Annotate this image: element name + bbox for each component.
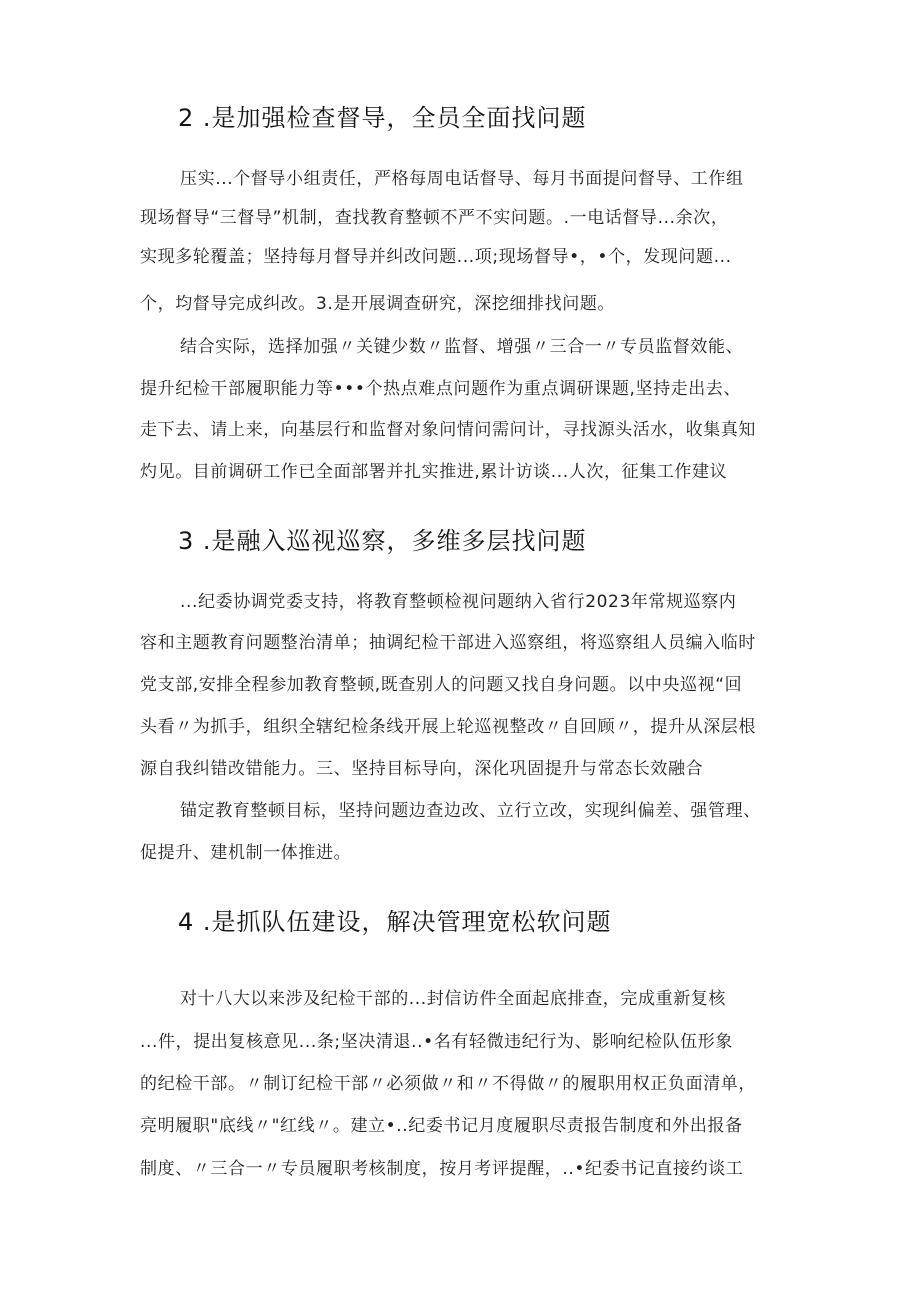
section-heading-3: 3 .是融入巡视巡察，多维多层找问题 [178, 527, 587, 555]
paragraph-line: 促提升、建机制一体推进。 [140, 843, 352, 863]
paragraph-line: 现场督导“三督导”机制，查找教育整顿不严不实问题。.一电话督导...余次， [140, 208, 729, 228]
section-heading-4: 4 .是抓队伍建设，解决管理宽松软问题 [178, 908, 612, 936]
paragraph-line: 结合实际，选择加强〃关键少数〃监督、增强〃三合一〃专员监督效能、 [180, 337, 744, 357]
paragraph-line: 源自我纠错改错能力。三、坚持目标导向，深化巩固提升与常态长效融合 [140, 759, 704, 779]
paragraph-line: 党支部,安排全程参加教育整顿,既查别人的问题又找自身问题。以中央巡视“回 [140, 675, 743, 695]
paragraph-line: 锚定教育整顿目标，坚持问题边查边改、立行立改，实现纠偏差、强管理、 [180, 801, 761, 821]
paragraph-line: ...件，提出复核意见...条;坚决清退..•名有轻微违纪行为、影响纪检队伍形象 [140, 1032, 733, 1052]
paragraph-line: 个，均督导完成纠改。3.是开展调查研究，深挖细排找问题。 [140, 294, 616, 314]
paragraph-line: 压实...个督导小组责任，严格每周电话督导、每月书面提问督导、工作组 [180, 169, 744, 189]
paragraph-line: 容和主题教育问题整治清单；抽调纪检干部进入巡察组，将巡察组人员编入临时 [140, 633, 756, 653]
paragraph-line: 亮明履职"底线〃"红线〃。建立•..纪委书记月度履职尽责报告制度和外出报备 [140, 1116, 743, 1136]
paragraph-line: 提升纪检干部履职能力等•••个热点难点问题作为重点调研课题,坚持走出去、 [140, 379, 742, 399]
paragraph-line: 灼见。目前调研工作已全面部署并扎实推进,累计访谈...人次，征集工作建议 [140, 462, 728, 482]
paragraph-line: 的纪检干部。〃制订纪检干部〃必须做〃和〃不得做〃的履职用权正负面清单， [140, 1074, 756, 1094]
paragraph-line: 实现多轮覆盖；坚持每月督导并纠改问题...项;现场督导•，•个，发现问题... [140, 247, 732, 267]
paragraph-line: 对十八大以来涉及纪检干部的...封信访件全面起底排查，完成重新复核 [180, 989, 727, 1009]
paragraph-line: 制度、〃三合一〃专员履职考核制度，按月考评提醒，..•纪委书记直接约谈工 [140, 1159, 744, 1179]
paragraph-line: 头看〃为抓手，组织全辖纪检条线开展上轮巡视整改〃自回顾〃，提升从深层根 [140, 717, 756, 737]
section-heading-2: 2 .是加强检查督导，全员全面找问题 [178, 104, 587, 132]
paragraph-line: 走下去、请上来，向基层行和监督对象问情问需问计，寻找源头活水，收集真知 [140, 420, 756, 440]
paragraph-line: ...纪委协调党委支持，将教育整顿检视问题纳入省行2023年常规巡察内 [180, 592, 737, 612]
